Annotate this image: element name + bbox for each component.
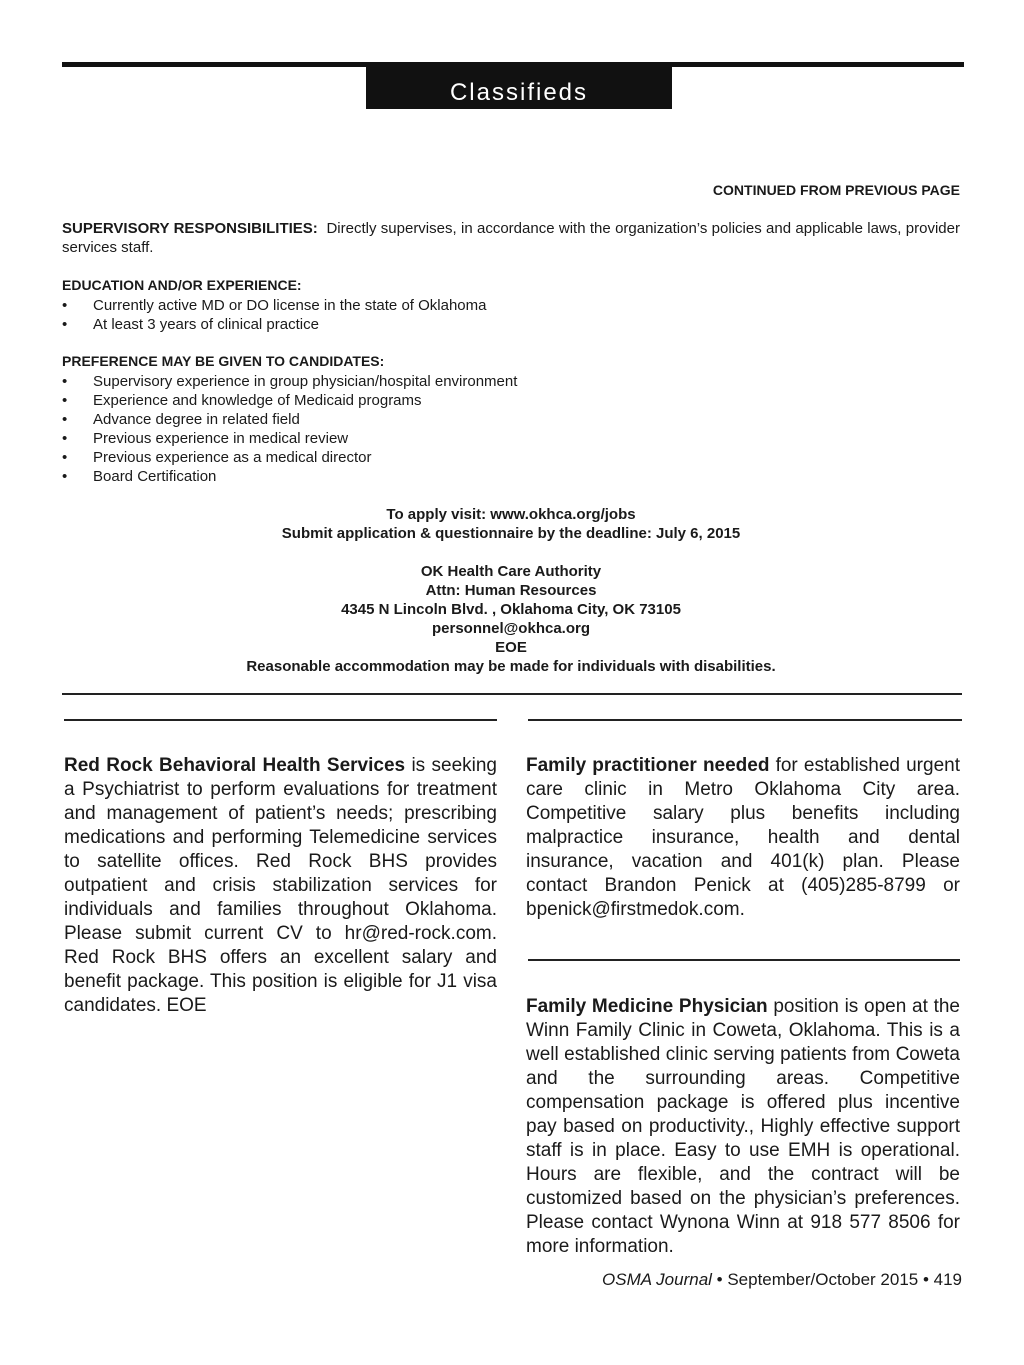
apply-deadline-line: Submit application & questionnaire by the deadline: July 6, 2015: [281, 525, 741, 542]
ad-red-rock-text: is seeking a Psychiatrist to perform evaluations for treatment and management of patient’s needs; prescribing medications and performing Telemedicine services to satellite offices. Red Rock BHS provides outpatient and crisis stabilization services for individuals and families throughout Oklahoma. Please submit current CV to hr@red-rock.com. Red Rock BHS offers an excellent salary and benefit package. This position is eligible for J1 visa candidates. EOE: [64, 755, 497, 1016]
left-column-rule: [64, 719, 497, 721]
ad-family-practitioner-text: for established urgent care clinic in Metro Oklahoma City area. Competitive salary plus benefits including malpractice insurance, health and dental insurance, vacation and 401(k) plan. Please contact Brandon Penick at (405)285-8799 or bpenick@firstmedok.com.: [526, 755, 960, 920]
list-item: • Experience and knowledge of Medicaid programs: [62, 392, 422, 409]
list-item: • Previous experience as a medical director: [62, 449, 372, 466]
list-item: • Currently active MD or DO license in the state of Oklahoma: [62, 297, 487, 314]
footer-issue: • September/October 2015 • 419: [711, 1270, 962, 1289]
ad-family-medicine-text: position is open at the Winn Family Clinic in Coweta, Oklahoma. This is a well established clinic serving patients from Coweta and the surrounding areas. Competitive compensation package is offered plus incentive pay based on productivity., Highly effective support staff is in place. Easy to use EMH is operational. Hours are flexible, and the contract will be customized based on the physician’s preferences. Please contact Wynona Winn at 918 577 8506 for more information.: [526, 996, 960, 1257]
footer-journal: OSMA Journal: [602, 1270, 712, 1289]
right-column-rule: [528, 719, 962, 721]
contact-attn: Attn: Human Resources: [425, 582, 597, 599]
page-footer: [602, 1270, 962, 1290]
apply-url-line: To apply visit: www.okhca.org/jobs: [386, 506, 636, 523]
contact-block: [62, 562, 960, 676]
list-item: • Advance degree in related field: [62, 411, 300, 428]
list-item: • Supervisory experience in group physician/hospital environment: [62, 373, 518, 390]
ad-family-practitioner-title: Family practitioner needed: [526, 755, 770, 776]
supervisory-paragraph: [62, 219, 960, 257]
ad-family-medicine-title: Family Medicine Physician: [526, 996, 768, 1017]
supervisory-label: SUPERVISORY RESPONSIBILITIES:: [62, 220, 318, 237]
supervisory-text: Directly supervises, in accordance with the organization’s policies and applicable laws, provider services staff.: [62, 220, 960, 256]
right-column-divider: [528, 959, 960, 961]
list-item: • Board Certification: [62, 468, 217, 485]
education-list: [62, 296, 487, 334]
ad-family-medicine: [526, 995, 960, 1259]
contact-email: personnel@okhca.org: [432, 620, 590, 637]
list-item: • At least 3 years of clinical practice: [62, 316, 319, 333]
preference-heading: PREFERENCE MAY BE GIVEN TO CANDIDATES:: [62, 353, 385, 369]
section-header: [366, 62, 672, 109]
ad-red-rock: [64, 754, 497, 1018]
contact-accommodation: Reasonable accommodation may be made for individuals with disabilities.: [246, 658, 776, 675]
contact-eoe: EOE: [495, 639, 527, 656]
preference-list: [62, 372, 517, 486]
apply-block: [62, 505, 960, 543]
contact-address: 4345 N Lincoln Blvd. , Oklahoma City, OK 73105: [341, 601, 681, 618]
contact-org: OK Health Care Authority: [420, 563, 602, 580]
education-heading: EDUCATION AND/OR EXPERIENCE:: [62, 277, 302, 293]
section-divider: [62, 693, 962, 695]
ad-family-practitioner: [526, 754, 960, 922]
list-item: • Previous experience in medical review: [62, 430, 349, 447]
section-title: Classifieds: [449, 79, 589, 106]
ad-red-rock-title: Red Rock Behavioral Health Services: [64, 755, 406, 776]
continued-label: CONTINUED FROM PREVIOUS PAGE: [712, 182, 960, 198]
